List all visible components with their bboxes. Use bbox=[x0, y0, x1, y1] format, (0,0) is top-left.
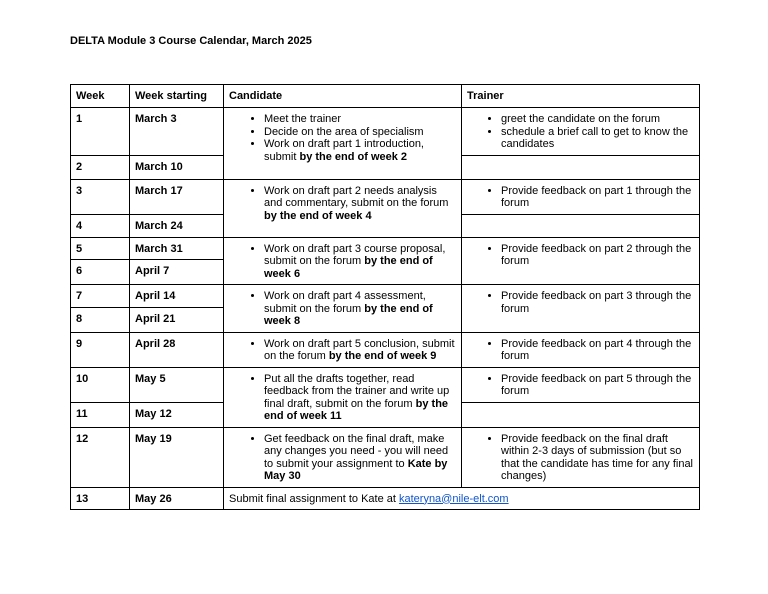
header-row bbox=[71, 85, 700, 108]
list-item: • Work on draft part 2 needs analysis and commentary, submit on the forum by the end of week 4 bbox=[264, 185, 457, 223]
week-number: 7 bbox=[71, 285, 130, 308]
trainer-task bbox=[462, 367, 700, 403]
list-item: • Get feedback on the final draft, make any changes you need - you will need to submit your assignment to Kate by May 30 bbox=[264, 433, 457, 483]
week-start-date: March 10 bbox=[130, 155, 224, 179]
list-item: • Provide feedback on part 4 through the forum bbox=[501, 338, 695, 363]
week-number: 1 bbox=[71, 108, 130, 156]
list-item: • Work on draft part 3 course proposal, submit on the forum by the end of week 6 bbox=[264, 243, 457, 281]
list-item: • Provide feedback on the final draft within 2-3 days of submission (but so that the candidate has time for any final changes) bbox=[501, 433, 695, 483]
week-start-date: May 19 bbox=[130, 427, 224, 487]
trainer-task bbox=[462, 427, 700, 487]
week-number: 8 bbox=[71, 308, 130, 332]
week-start-date: March 24 bbox=[130, 214, 224, 237]
table-row bbox=[71, 108, 700, 156]
table-row bbox=[71, 367, 700, 403]
trainer-task-empty bbox=[462, 403, 700, 427]
course-calendar-table bbox=[70, 84, 700, 510]
week-number: 4 bbox=[71, 214, 130, 237]
week-number: 3 bbox=[71, 179, 130, 214]
week-start-date: March 3 bbox=[130, 108, 224, 156]
document-title: DELTA Module 3 Course Calendar, March 2025 bbox=[70, 35, 312, 47]
week-start-date: April 28 bbox=[130, 332, 224, 367]
week-number: 9 bbox=[71, 332, 130, 367]
header-week-starting: Week starting bbox=[130, 85, 224, 108]
list-item: • Provide feedback on part 5 through the forum bbox=[501, 373, 695, 398]
week-number: 10 bbox=[71, 367, 130, 403]
week-start-date: April 7 bbox=[130, 260, 224, 285]
table-row bbox=[71, 285, 700, 308]
table-row bbox=[71, 427, 700, 487]
list-item: • schedule a brief call to get to know the candidates bbox=[501, 126, 695, 151]
trainer-task bbox=[462, 285, 700, 333]
week-start-date: May 26 bbox=[130, 487, 224, 510]
table-row bbox=[71, 332, 700, 367]
list-item: • Work on draft part 1 introduction, submit by the end of week 2 bbox=[264, 138, 457, 163]
table-row bbox=[71, 179, 700, 214]
trainer-task bbox=[462, 332, 700, 367]
week-number: 5 bbox=[71, 237, 130, 260]
candidate-task bbox=[224, 367, 462, 427]
table-row bbox=[71, 237, 700, 260]
trainer-task-empty bbox=[462, 155, 700, 179]
week-start-date: March 31 bbox=[130, 237, 224, 260]
candidate-task bbox=[224, 427, 462, 487]
week-number: 13 bbox=[71, 487, 130, 510]
week-number: 11 bbox=[71, 403, 130, 427]
week-number: 12 bbox=[71, 427, 130, 487]
week-number: 6 bbox=[71, 260, 130, 285]
header-candidate: Candidate bbox=[224, 85, 462, 108]
candidate-task bbox=[224, 179, 462, 237]
list-item: • Provide feedback on part 2 through the forum bbox=[501, 243, 695, 268]
list-item: • Provide feedback on part 1 through the forum bbox=[501, 185, 695, 210]
header-trainer: Trainer bbox=[462, 85, 700, 108]
week-start-date: April 14 bbox=[130, 285, 224, 308]
list-item: • Meet the trainer bbox=[264, 113, 457, 126]
list-item: • Work on draft part 5 conclusion, submit on the forum by the end of week 9 bbox=[264, 338, 457, 363]
week-start-date: May 5 bbox=[130, 367, 224, 403]
list-item: • Decide on the area of specialism bbox=[264, 126, 457, 139]
trainer-task bbox=[462, 179, 700, 214]
candidate-task bbox=[224, 108, 462, 180]
week-start-date: April 21 bbox=[130, 308, 224, 332]
week-start-date: May 12 bbox=[130, 403, 224, 427]
final-submission-text: Submit final assignment to Kate at bbox=[229, 492, 399, 505]
list-item: • Put all the drafts together, read feedback from the trainer and write up final draft, submit on the forum by the end of week 11 bbox=[264, 373, 457, 423]
trainer-task bbox=[462, 237, 700, 285]
list-item: • Work on draft part 4 assessment, submit on the forum by the end of week 8 bbox=[264, 290, 457, 328]
candidate-task bbox=[224, 237, 462, 285]
kate-email-link[interactable]: kateryna@nile-elt.com bbox=[398, 492, 509, 505]
trainer-task bbox=[462, 108, 700, 156]
list-item: • Provide feedback on part 3 through the forum bbox=[501, 290, 695, 315]
candidate-task bbox=[224, 285, 462, 333]
table-row bbox=[71, 487, 700, 510]
final-submission bbox=[224, 487, 700, 510]
week-start-date: March 17 bbox=[130, 179, 224, 214]
week-number: 2 bbox=[71, 155, 130, 179]
trainer-task-empty bbox=[462, 214, 700, 237]
header-week: Week bbox=[71, 85, 130, 108]
candidate-task bbox=[224, 332, 462, 367]
list-item: • greet the candidate on the forum bbox=[501, 113, 695, 126]
